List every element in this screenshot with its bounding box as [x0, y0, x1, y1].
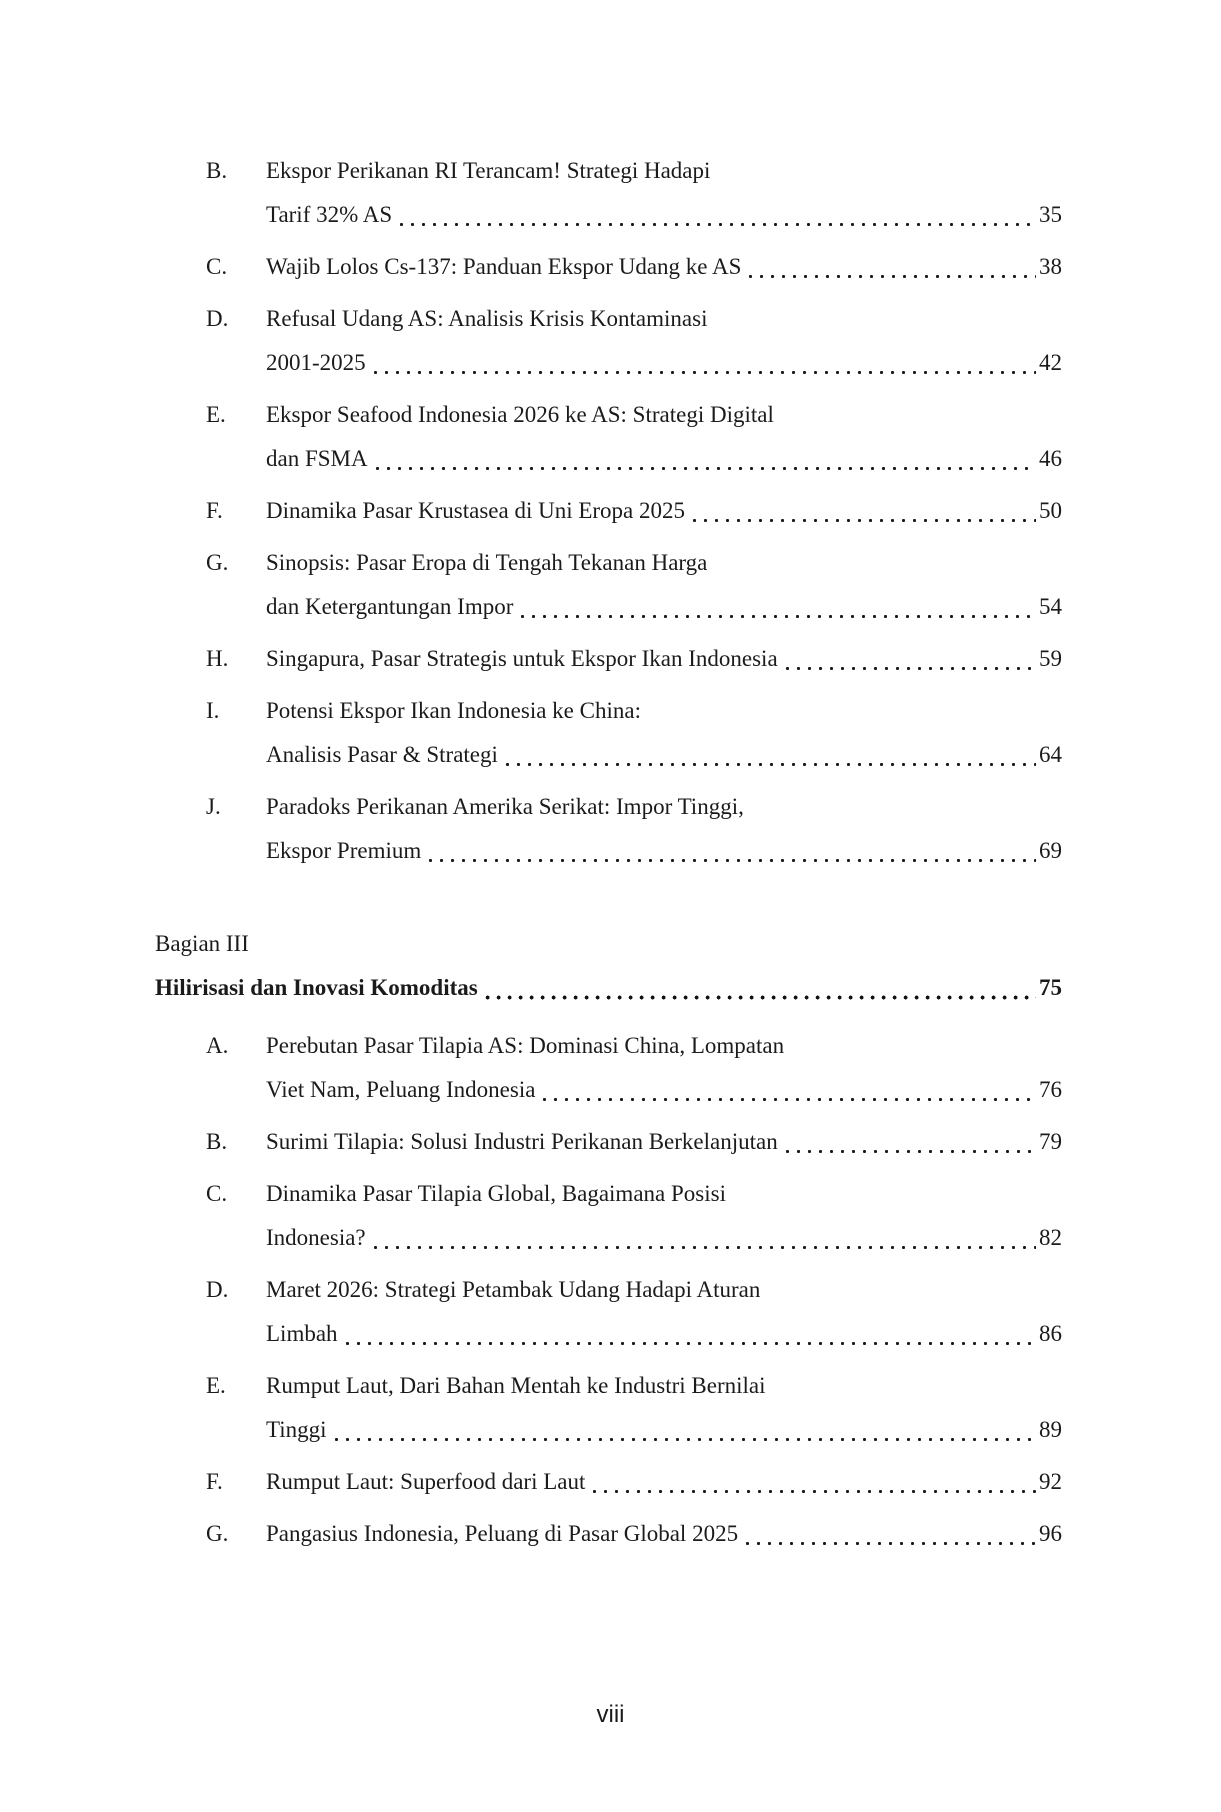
entry-title-text: 2001-2025 [266, 350, 366, 375]
entry-line: Paradoks Perikanan Amerika Serikat: Impor Tinggi, [266, 794, 744, 819]
entry-last-line [266, 193, 1062, 237]
entry-title-text: Pangasius Indonesia, Peluang di Pasar Global 2025 [266, 1521, 739, 1546]
page-number: 35 [1039, 202, 1062, 227]
entry-letter: G. [206, 550, 229, 575]
entry-last-line [266, 489, 1062, 533]
entry-title-text: Dinamika Pasar Krustasea di Uni Eropa 2025 [266, 498, 686, 523]
entry-body [266, 1172, 1062, 1260]
entry-body [266, 393, 1062, 481]
entry-title-text: dan FSMA [266, 446, 368, 471]
entry-body [266, 637, 1062, 681]
entry-line: Refusal Udang AS: Analisis Krisis Kontaminasi [266, 306, 708, 331]
entry-last-line [266, 1120, 1062, 1164]
entry-letter: E. [206, 1373, 226, 1398]
footer-page-number: viii [596, 1701, 625, 1728]
entry-letter: H. [206, 646, 229, 671]
entry-body [266, 149, 1062, 237]
toc-entry [155, 1364, 1062, 1452]
toc-entry [155, 149, 1062, 237]
entry-title-text: Tinggi [266, 1417, 327, 1442]
toc-entry [155, 1512, 1062, 1556]
entry-letter: B. [206, 158, 228, 183]
toc-entry [155, 393, 1062, 481]
entry-body [266, 489, 1062, 533]
section-title-row [155, 966, 1062, 1010]
page-number: 59 [1039, 646, 1062, 671]
toc-section-3 [155, 922, 1062, 1556]
dot-leader [745, 1512, 1036, 1556]
entry-title-text: Ekspor Premium [266, 838, 422, 863]
entry-line: Potensi Ekspor Ikan Indonesia ke China: [266, 698, 641, 723]
dot-leader [399, 193, 1036, 237]
entry-last-line [266, 1068, 1062, 1112]
entry-letter: I. [206, 698, 220, 723]
dot-leader [428, 829, 1036, 873]
section-part-label: Bagian III [155, 931, 249, 956]
page-number: 89 [1039, 1417, 1062, 1442]
entry-letter: C. [206, 254, 228, 279]
page-number: 42 [1039, 350, 1062, 375]
entry-line: Dinamika Pasar Tilapia Global, Bagaimana Posisi [266, 1181, 726, 1206]
entry-letter: G. [206, 1521, 229, 1546]
entry-body [266, 1512, 1062, 1556]
page-number: 82 [1039, 1225, 1062, 1250]
page-number: 76 [1039, 1077, 1062, 1102]
page-number: 75 [1039, 975, 1062, 1000]
entry-body [266, 1120, 1062, 1164]
entry-last-line [266, 733, 1062, 777]
entry-title-text: Viet Nam, Peluang Indonesia [266, 1077, 536, 1102]
entry-line: Rumput Laut, Dari Bahan Mentah ke Industri Bernilai [266, 1373, 766, 1398]
entry-body [266, 245, 1062, 289]
entry-body [266, 785, 1062, 873]
entry-last-line [266, 829, 1062, 873]
page-number: 92 [1039, 1469, 1062, 1494]
entry-title-text: Singapura, Pasar Strategis untuk Ekspor Ikan Indonesia [266, 646, 778, 671]
entry-title-text: Wajib Lolos Cs-137: Panduan Ekspor Udang ke AS [266, 254, 742, 279]
entry-last-line [266, 245, 1062, 289]
page-number: 46 [1039, 446, 1062, 471]
entry-last-line [266, 437, 1062, 481]
entry-last-line [266, 1460, 1062, 1504]
table-of-contents [155, 149, 1062, 1564]
toc-entry [155, 1268, 1062, 1356]
entry-title-text: Tarif 32% AS [266, 202, 393, 227]
entry-body [266, 1364, 1062, 1452]
toc-entry [155, 1460, 1062, 1504]
entry-title-text: Limbah [266, 1321, 338, 1346]
dot-leader [692, 489, 1036, 533]
entry-body [266, 1460, 1062, 1504]
entry-letter: E. [206, 402, 226, 427]
page-number: 86 [1039, 1321, 1062, 1346]
entry-last-line [266, 585, 1062, 629]
page-number: 54 [1039, 594, 1062, 619]
page-number: 38 [1039, 254, 1062, 279]
page-number: 69 [1039, 838, 1062, 863]
toc-entry [155, 689, 1062, 777]
entry-letter: A. [206, 1033, 229, 1058]
entry-letter: B. [206, 1129, 228, 1154]
toc-section-3-entries [155, 1024, 1062, 1556]
page-number: 96 [1039, 1521, 1062, 1546]
entry-last-line [266, 341, 1062, 385]
dot-leader [375, 437, 1036, 481]
entry-line: Maret 2026: Strategi Petambak Udang Hadapi Aturan [266, 1277, 761, 1302]
dot-leader [785, 637, 1036, 681]
entry-line: Sinopsis: Pasar Eropa di Tengah Tekanan Harga [266, 550, 708, 575]
entry-title-text: Rumput Laut: Superfood dari Laut [266, 1469, 586, 1494]
dot-leader [592, 1460, 1036, 1504]
toc-entry [155, 785, 1062, 873]
toc-entry [155, 541, 1062, 629]
toc-section-2-entries [155, 149, 1062, 873]
page-number: 79 [1039, 1129, 1062, 1154]
dot-leader [485, 966, 1036, 1010]
entry-last-line [266, 1216, 1062, 1260]
entry-line: Ekspor Seafood Indonesia 2026 ke AS: Strategi Digital [266, 402, 774, 427]
entry-letter: D. [206, 306, 229, 331]
entry-letter: C. [206, 1181, 228, 1206]
dot-leader [345, 1312, 1036, 1356]
entry-last-line [266, 1408, 1062, 1452]
dot-leader [373, 341, 1036, 385]
toc-entry [155, 637, 1062, 681]
entry-last-line [266, 1512, 1062, 1556]
dot-leader [505, 733, 1036, 777]
dot-leader [334, 1408, 1036, 1452]
dot-leader [748, 245, 1036, 289]
toc-entry [155, 245, 1062, 289]
entry-letter: F. [206, 1469, 223, 1494]
dot-leader [373, 1216, 1036, 1260]
entry-body [266, 689, 1062, 777]
page-number: 50 [1039, 498, 1062, 523]
entry-line: Perebutan Pasar Tilapia AS: Dominasi China, Lompatan [266, 1033, 785, 1058]
entry-last-line [266, 1312, 1062, 1356]
dot-leader [520, 585, 1036, 629]
toc-entry [155, 1120, 1062, 1164]
dot-leader [542, 1068, 1036, 1112]
entry-last-line [266, 637, 1062, 681]
entry-title-text: Indonesia? [266, 1225, 366, 1250]
entry-body [266, 1024, 1062, 1112]
entry-letter: F. [206, 498, 223, 523]
dot-leader [785, 1120, 1036, 1164]
entry-letter: J. [206, 794, 221, 819]
toc-entry [155, 489, 1062, 533]
toc-entry [155, 297, 1062, 385]
toc-entry [155, 1024, 1062, 1112]
entry-body [266, 1268, 1062, 1356]
entry-title-text: Analisis Pasar & Strategi [266, 742, 498, 767]
entry-body [266, 541, 1062, 629]
section-title-text: Hilirisasi dan Inovasi Komoditas [155, 975, 478, 1000]
entry-title-text: Surimi Tilapia: Solusi Industri Perikanan Berkelanjutan [266, 1129, 778, 1154]
entry-letter: D. [206, 1277, 229, 1302]
entry-title-text: dan Ketergantungan Impor [266, 594, 514, 619]
toc-entry [155, 1172, 1062, 1260]
entry-body [266, 297, 1062, 385]
page-number: 64 [1039, 742, 1062, 767]
entry-line: Ekspor Perikanan RI Terancam! Strategi Hadapi [266, 158, 711, 183]
